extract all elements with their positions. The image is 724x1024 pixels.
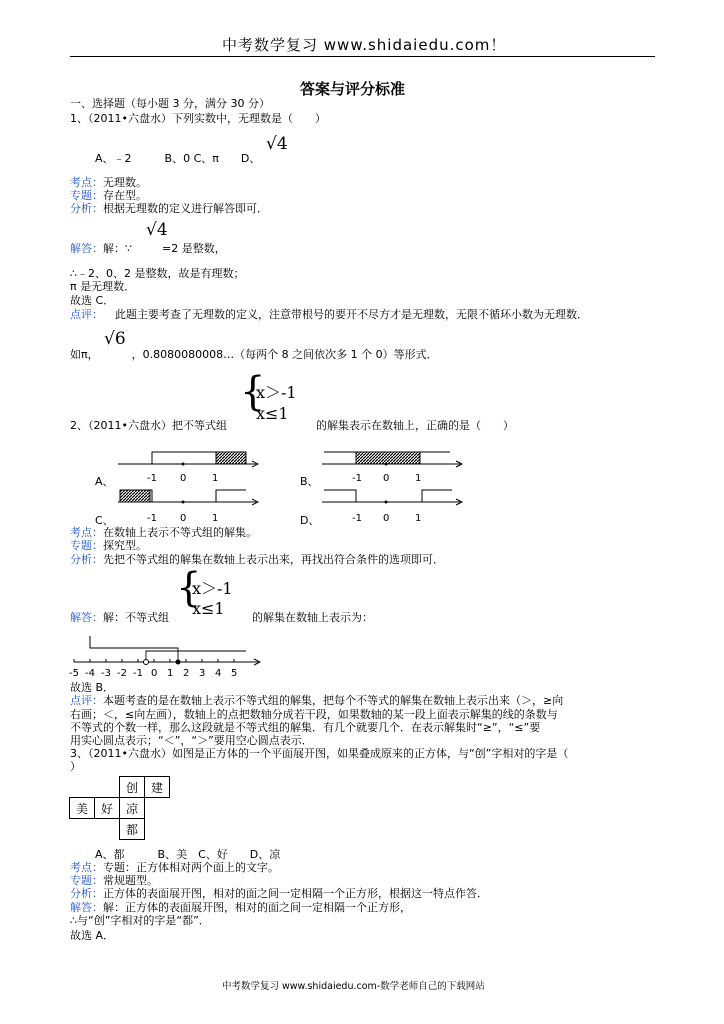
jieda-label: 解答： — [70, 901, 103, 914]
page-footer: 中考数学复习 www.shidaiedu.com-数学老师自己的下载网站 — [222, 981, 485, 992]
axis-tick-label: -5 — [69, 668, 79, 679]
axis-tick-label: -4 — [85, 668, 95, 679]
zhuanti-label: 专题： — [70, 189, 103, 202]
q3-gu: 故选 A． — [70, 929, 115, 942]
line-a: 如π， — [70, 348, 99, 361]
dianping-label: 点评： — [70, 308, 103, 321]
kaodian-label: 考点： — [70, 526, 103, 539]
fenxi-label: 分析： — [70, 887, 103, 900]
jieda-label: 解答： — [70, 611, 103, 624]
q1-sqrt4: √4 — [266, 134, 288, 154]
axis-tick-label: 0 — [151, 668, 158, 679]
header-title: 中考数学复习 — [222, 36, 324, 54]
q2-stem-a: 2、（2011•六盘水）把不等式组 — [70, 419, 227, 432]
q1-jieda-2: ∴﹣2、0、2 是整数，故是有理数； — [70, 267, 245, 280]
brace-icon: { — [240, 369, 266, 415]
q1-jieda-4: 故选 C． — [70, 294, 115, 307]
jieda-text: 解：∵ — [103, 242, 132, 255]
jieda-text: 解：正方体的表面展开图，相对的面之间一定相隔一个正方形， — [103, 901, 411, 914]
ineq-1-b: x＞-1 — [192, 579, 233, 598]
q2-stem-b: 的解集表示在数轴上，正确的是（ ） — [316, 419, 514, 432]
fenxi-label: 分析： — [70, 202, 103, 215]
axis-tick-label: 1 — [167, 668, 174, 679]
q2-dianping-3: 不等式的个数一样，那么这段就是不等式组的解集．有几个就要几个．在表示解集时“≥”，“≤”要 — [70, 721, 541, 734]
svg-text:0: 0 — [383, 473, 390, 484]
svg-text:0: 0 — [180, 513, 187, 524]
q1-stem: 1、（2011•六盘水）下列实数中，无理数是（ ） — [70, 112, 326, 125]
jieda-label: 解答： — [70, 242, 103, 255]
q3-stem-2: ） — [70, 760, 81, 773]
q2-jieda-b: 的解集在数轴上表示为： — [252, 611, 373, 624]
q1-jieda-3: π 是无理数． — [70, 280, 136, 293]
ineq-2-b: x≤1 — [192, 599, 225, 618]
q1-options: A、﹣2 B、0 C、π D、 — [95, 152, 261, 165]
svg-text:1: 1 — [415, 513, 422, 524]
dianping-text: 此题主要考查了无理数的定义，注意带根号的要开不尽方才是无理数，无限不循环小数为无理数． — [115, 308, 588, 321]
fenxi-label: 分析： — [70, 553, 103, 566]
jieda-text-2: =2 是整数， — [162, 242, 226, 255]
svg-text:-1: -1 — [352, 513, 362, 524]
header-excl: ！ — [490, 36, 507, 54]
svg-text:-1: -1 — [147, 473, 157, 484]
zhuanti-text: 存在型。 — [103, 189, 147, 202]
kaodian-text: 无理数。 — [103, 176, 147, 189]
q3-options: A、都 B、美 C、好 D、凉 — [95, 848, 281, 861]
q2-opt-b: B、 — [300, 475, 319, 488]
zhuanti-text: 常规题型。 — [103, 874, 158, 887]
q2-opt-a: A、 — [95, 475, 114, 488]
ineq-2: x≤1 — [256, 404, 289, 423]
axis-tick-label: 3 — [199, 668, 206, 679]
cell-chuang: 创 — [119, 776, 145, 798]
q2-dianping-2: 右画；＜，≤向左画），数轴上的点把数轴分成若干段，如果数轴的某一段上面表示解集的线的条数与 — [70, 708, 558, 721]
axis-tick-label: -3 — [101, 668, 111, 679]
q2-gu: 故选 B． — [70, 681, 115, 694]
q3-stem-1: 3、（2011•六盘水）如图是正方体的一个平面展开图，如果叠成原来的正方体，与“创”字相对的字是（ — [70, 747, 569, 760]
kaodian-label: 考点： — [70, 176, 103, 189]
jieda-text: 解：不等式组 — [103, 611, 169, 624]
q1-jieda-sqrt4: √4 — [146, 220, 168, 240]
q3-jieda-2: ∴与“创”字相对的字是“都”． — [70, 914, 210, 927]
header-site[interactable]: www.shidaiedu.com — [323, 36, 491, 54]
svg-text:0: 0 — [383, 513, 390, 524]
brace-icon-2: { — [176, 565, 202, 611]
kaodian-text: 在数轴上表示不等式组的解集。 — [103, 526, 257, 539]
q1-sqrt6: √6 — [104, 329, 126, 349]
fenxi-text: 根据无理数的定义进行解答即可． — [103, 202, 268, 215]
svg-text:-1: -1 — [147, 513, 157, 524]
cell-mei: 美 — [69, 797, 95, 819]
svg-text:0: 0 — [180, 473, 187, 484]
q2-opt-d: D、 — [300, 514, 320, 527]
cell-hao: 好 — [94, 797, 120, 819]
svg-text:1: 1 — [415, 473, 422, 484]
axis-tick-label: -2 — [117, 668, 127, 679]
fenxi-text: 先把不等式组的解集在数轴上表示出来，再找出符合条件的选项即可． — [103, 553, 444, 566]
axis-tick-label: -1 — [133, 668, 143, 679]
q2-dianping-4: 用实心圆点表示；“＜”，“＞”要用空心圆点表示． — [70, 734, 313, 747]
zhuanti-text: 探究型。 — [103, 539, 147, 552]
ineq-1: x＞-1 — [256, 383, 297, 402]
axis-tick-label: 4 — [215, 668, 222, 679]
cell-du: 都 — [119, 818, 145, 840]
zhuanti-label: 专题： — [70, 874, 103, 887]
section-heading: 一、选择题（每小题 3 分，满分 30 分） — [70, 97, 270, 110]
svg-text:1: 1 — [212, 513, 219, 524]
cell-liang: 凉 — [119, 797, 145, 819]
kaodian-text: 专题：正方体相对两个面上的文字。 — [103, 861, 279, 874]
dianping-text: 本题考查的是在数轴上表示不等式组的解集，把每个不等式的解集在数轴上表示出来（＞，≥向 — [103, 694, 564, 707]
q2-opt-c: C、 — [95, 514, 114, 527]
svg-text:1: 1 — [212, 473, 219, 484]
dianping-label: 点评： — [70, 694, 103, 707]
line-b: ，0.8080080008…（每两个 8 之间依次多 1 个 0）等形式． — [131, 348, 438, 361]
axis-tick-label: 5 — [231, 668, 238, 679]
fenxi-text: 正方体的表面展开图，相对的面之间一定相隔一个正方形，根据这一特点作答． — [103, 887, 488, 900]
cell-jian: 建 — [144, 776, 170, 798]
axis-tick-label: 2 — [183, 668, 190, 679]
zhuanti-label: 专题： — [70, 539, 103, 552]
kaodian-label: 考点： — [70, 861, 103, 874]
svg-text:-1: -1 — [352, 473, 362, 484]
page-title: 答案与评分标准 — [300, 80, 406, 98]
